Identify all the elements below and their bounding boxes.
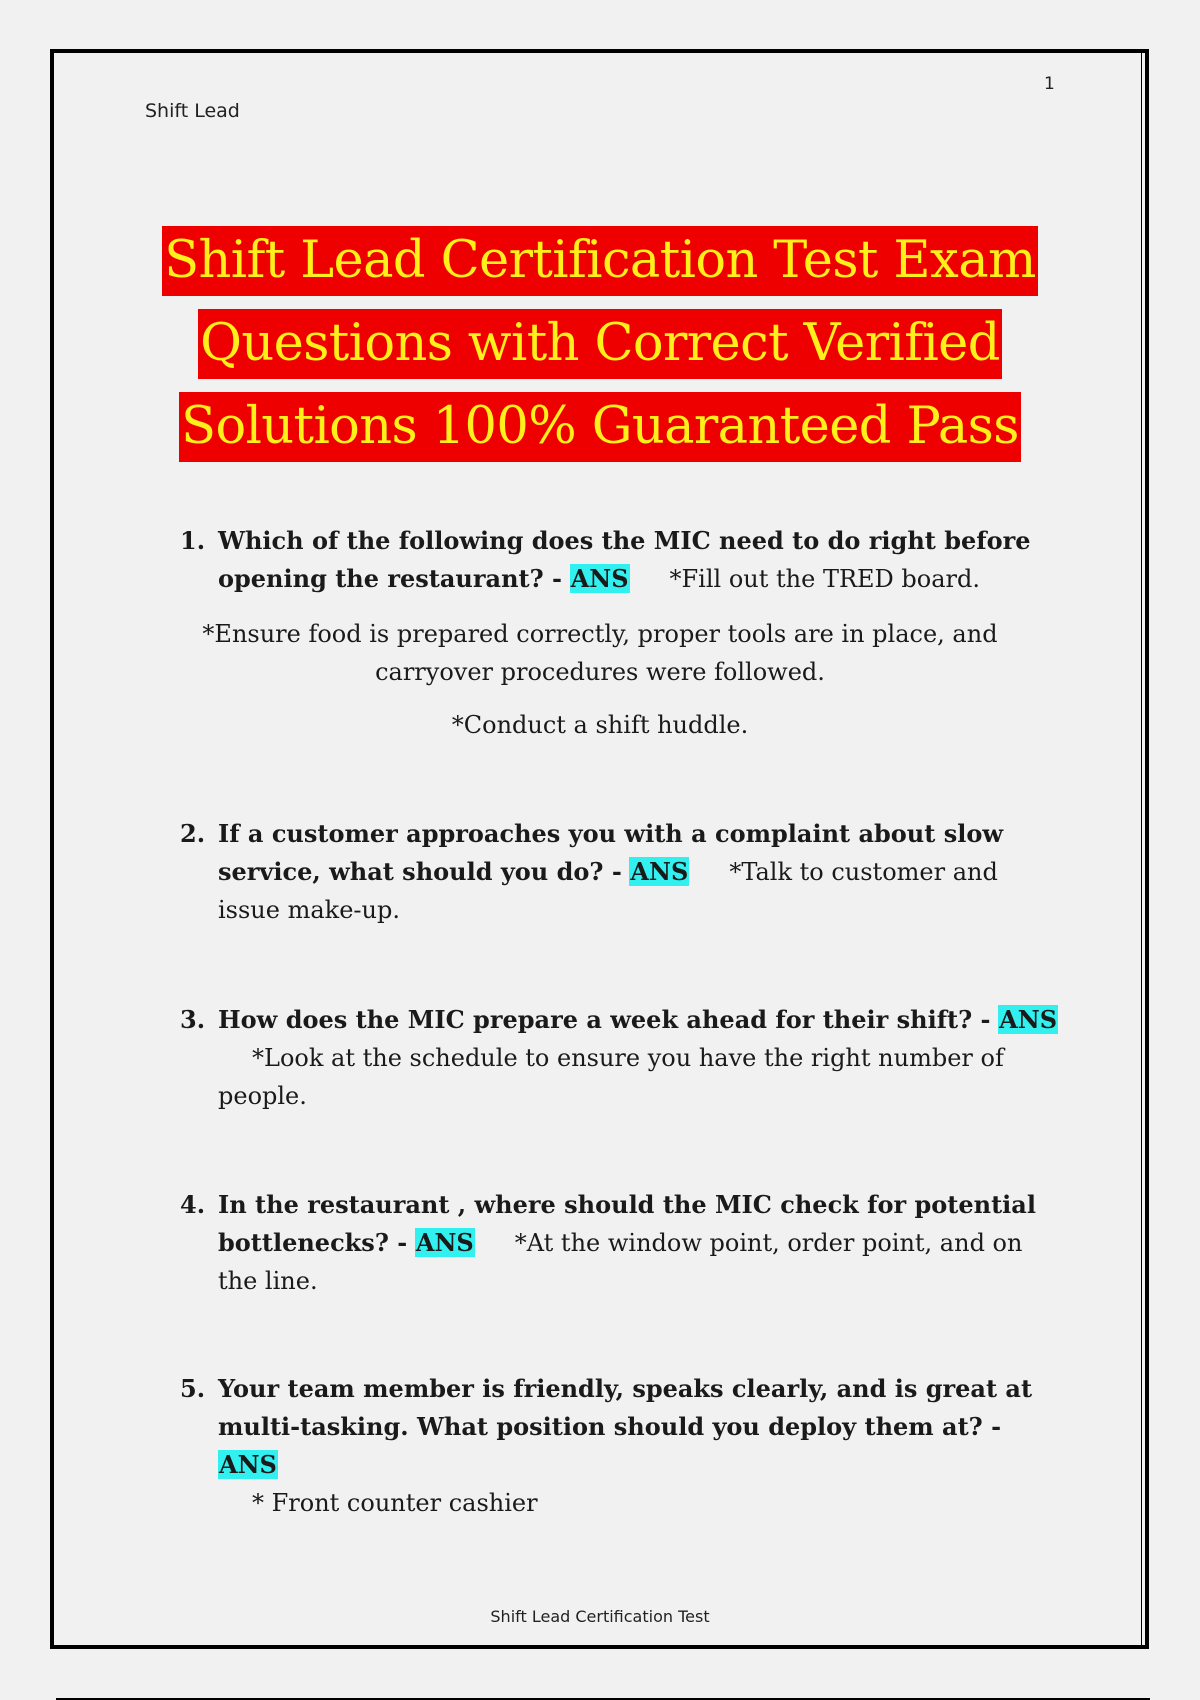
page-border-inner-rule	[1141, 53, 1142, 1645]
question-4	[180, 1186, 1060, 1300]
question-text: How does the MIC prepare a week ahead for their shift? -	[218, 1005, 991, 1034]
question-3	[180, 1001, 1060, 1115]
question-number: 2.	[180, 819, 206, 848]
question-number: 4.	[180, 1190, 206, 1219]
ans-label: ANS	[999, 1005, 1058, 1034]
question-text: In the restaurant , where should the MIC check for potential bottlenecks? -	[218, 1190, 1036, 1257]
answer-text: *At the window point, order point, and on the line.	[218, 1229, 1023, 1295]
ans-label: ANS	[415, 1228, 474, 1257]
question-number: 1.	[180, 526, 206, 555]
title-line-2: Questions with Correct Verified	[198, 309, 1002, 379]
ans-label: ANS	[630, 857, 689, 886]
answer-text: *Look at the schedule to ensure you have the right number of people.	[218, 1044, 1004, 1110]
question-5	[180, 1370, 1060, 1522]
question-1	[180, 522, 1060, 598]
page-number: 1	[1044, 74, 1055, 94]
answer-1-detail-b: *Conduct a shift huddle.	[451, 711, 749, 739]
document-title	[140, 226, 1060, 475]
question-number: 3.	[180, 1005, 206, 1034]
question-number: 5.	[180, 1374, 206, 1403]
answer-1-detail-a: *Ensure food is prepared correctly, proper tools are in place, and carryover procedures were followed.	[202, 620, 998, 686]
title-line-1: Shift Lead Certification Test Exam	[162, 226, 1038, 296]
running-footer: Shift Lead Certification Test	[490, 1607, 710, 1626]
question-text: If a customer approaches you with a complaint about slow service, what should you do? -	[218, 819, 1003, 886]
answer-text: * Front counter cashier	[252, 1489, 538, 1517]
question-text: Your team member is friendly, speaks clearly, and is great at multi-tasking. What position should you deploy them at? -	[218, 1374, 1033, 1441]
question-2	[180, 815, 1060, 929]
ans-label: ANS	[570, 564, 629, 593]
answer-text: *Talk to customer and issue make-up.	[218, 858, 998, 924]
answer-text: *Fill out the TRED board.	[669, 565, 981, 593]
title-line-3: Solutions 100% Guaranteed Pass	[179, 392, 1021, 462]
ans-label: ANS	[219, 1450, 277, 1479]
running-header: Shift Lead	[145, 100, 240, 122]
question-text: Which of the following does the MIC need to do right before opening the restaurant? -	[218, 526, 1031, 593]
